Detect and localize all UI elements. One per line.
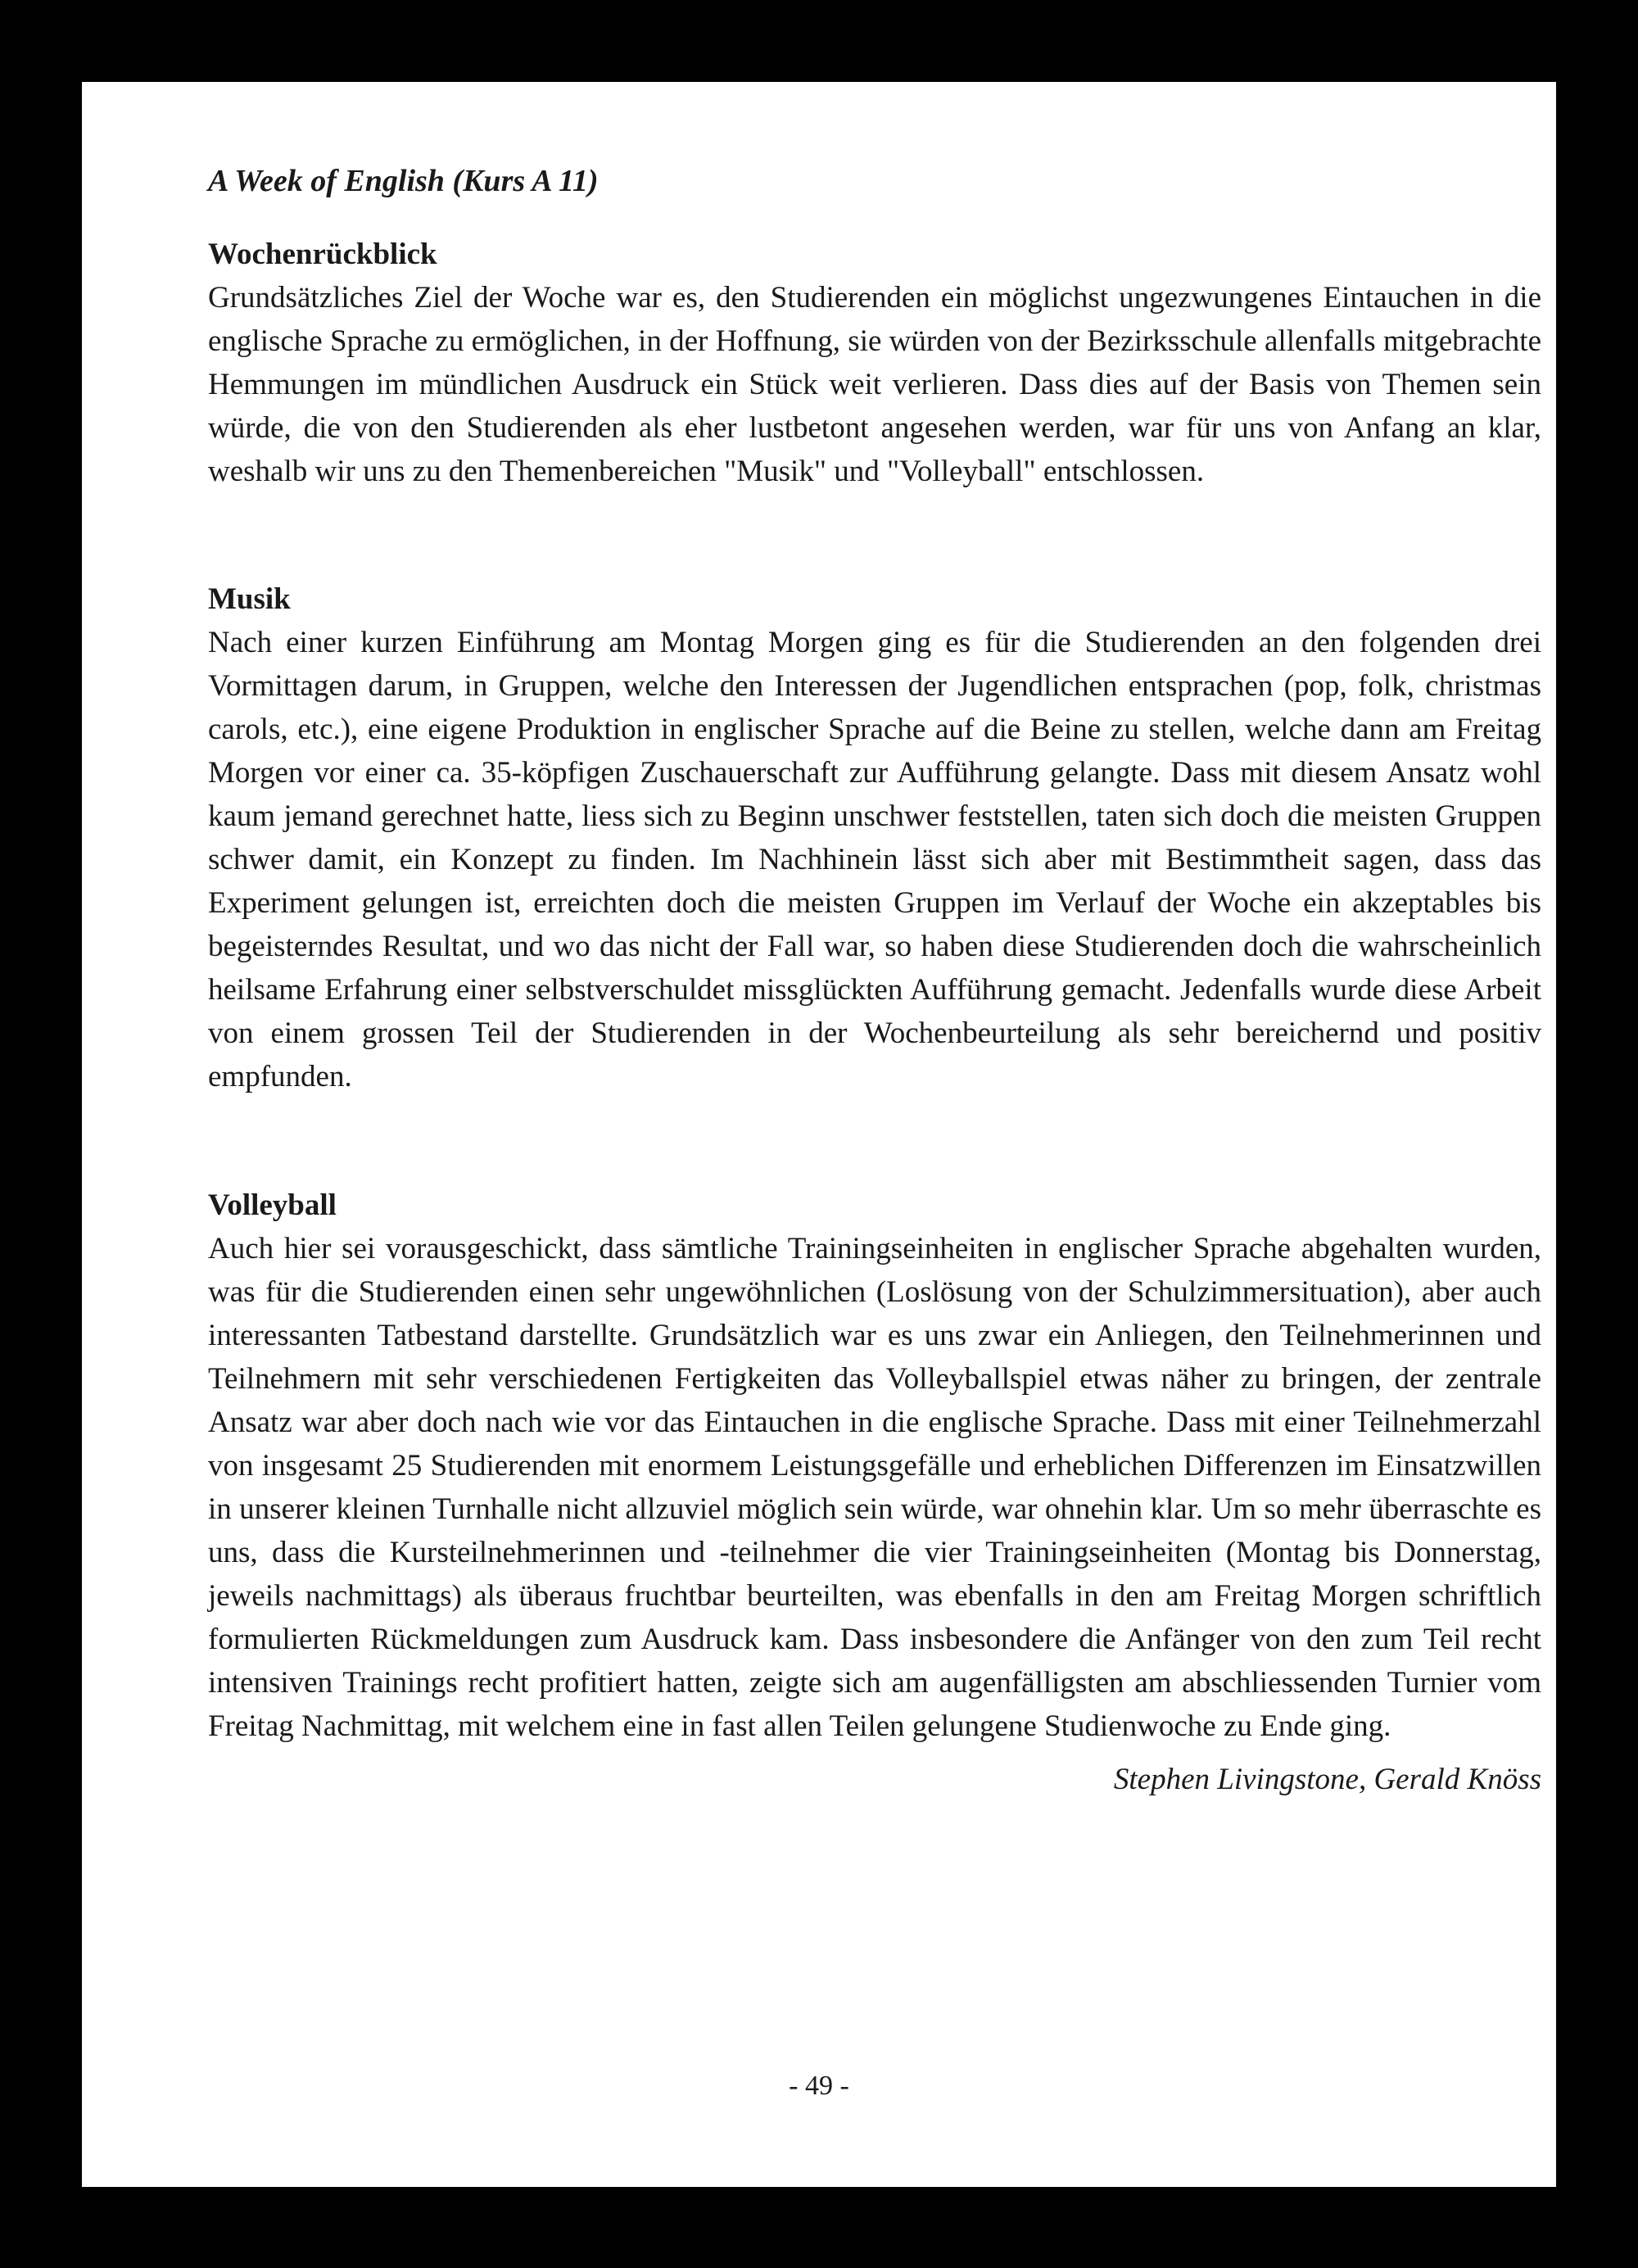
section-heading-musik: Musik [208, 582, 291, 616]
page-content [208, 160, 1541, 1801]
section-heading-wochenrueckblick: Wochenrückblick [208, 238, 437, 271]
document-page [82, 82, 1556, 2187]
author-signature: Stephen Livingstone, Gerald Knöss [1113, 1763, 1541, 1796]
section-heading-volleyball: Volleyball [208, 1188, 337, 1222]
section-paragraph-wochenrueckblick: Grundsätzliches Ziel der Woche war es, den Studierenden ein möglichst ungezwungenes Eintauchen in die englische Sprache zu ermöglichen, in der Hoffnung, sie würden von der Bezirksschule allenfalls mitgebrachte Hemmungen im mündlichen Ausdruck ein Stück weit verlieren. Dass dies auf der Basis von Themen sein würde, die von den Studierenden als eher lustbetont angesehen werden, war für uns von Anfang an klar, weshalb wir uns zu den Themenbereichen "Musik" und "Volleyball" entschlossen. [208, 281, 1541, 488]
section-paragraph-volleyball: Auch hier sei vorausgeschickt, dass sämtliche Trainingseinheiten in englischer Sprache abgehalten wurden, was für die Studierenden einen sehr ungewöhnlichen (Loslösung von der Schulzimmersituation), aber auch interessanten Tatbestand darstellte. Grundsätzlich war es uns zwar ein Anliegen, den Teilnehmerinnen und Teilnehmern mit sehr verschiedenen Fertigkeiten das Volleyballspiel etwas näher zu bringen, der zentrale Ansatz war aber doch nach wie vor das Eintauchen in die englische Sprache. Dass mit einer Teilnehmerzahl von insgesamt 25 Studierenden mit enormem Leistungsgefälle und erheblichen Differenzen im Einsatzwillen in unserer kleinen Turnhalle nicht allzuviel möglich sein würde, war ohnehin klar. Um so mehr überraschte es uns, dass die Kursteilnehmerinnen und -teilnehmer die vier Trainingseinheiten (Montag bis Donnerstag, jeweils nachmittags) als überaus fruchtbar beurteilten, was ebenfalls in den am Freitag Morgen schriftlich formulierten Rückmeldungen zum Ausdruck kam. Dass insbesondere die Anfänger von den zum Teil recht intensiven Trainings recht profitiert hatten, zeigte sich am augenfälligsten am abschliessenden Turnier vom Freitag Nachmittag, mit welchem eine in fast allen Teilen gelungene Studienwoche zu Ende ging. [208, 1232, 1541, 1743]
section-spacer [208, 493, 1541, 577]
document-title: A Week of English (Kurs A 11) [208, 164, 599, 198]
page-number: - 49 - [789, 2071, 849, 2101]
section-paragraph-musik: Nach einer kurzen Einführung am Montag Morgen ging es für die Studierenden an den folgenden drei Vormittagen darum, in Gruppen, welche den Interessen der Jugendlichen entsprachen (pop, folk, christmas carols, etc.), eine eigene Produktion in englischer Sprache auf die Beine zu stellen, welche dann am Freitag Morgen vor einer ca. 35-köpfigen Zuschauerschaft zur Aufführung gelangte. Dass mit diesem Ansatz wohl kaum jemand gerechnet hatte, liess sich zu Beginn unschwer feststellen, taten sich doch die meisten Gruppen schwer damit, ein Konzept zu finden. Im Nachhinein lässt sich aber mit Bestimmtheit sagen, dass das Experiment gelungen ist, erreichten doch die meisten Gruppen im Verlauf der Woche ein akzeptables bis begeisterndes Resultat, und wo das nicht der Fall war, so haben diese Studierenden doch die wahrscheinlich heilsame Erfahrung einer selbstverschuldet missglückten Aufführung gemacht. Jedenfalls wurde diese Arbeit von einem grossen Teil der Studierenden in der Wochenbeurteilung als sehr bereichernd und positiv empfunden. [208, 626, 1541, 1093]
section-spacer [208, 1098, 1541, 1184]
